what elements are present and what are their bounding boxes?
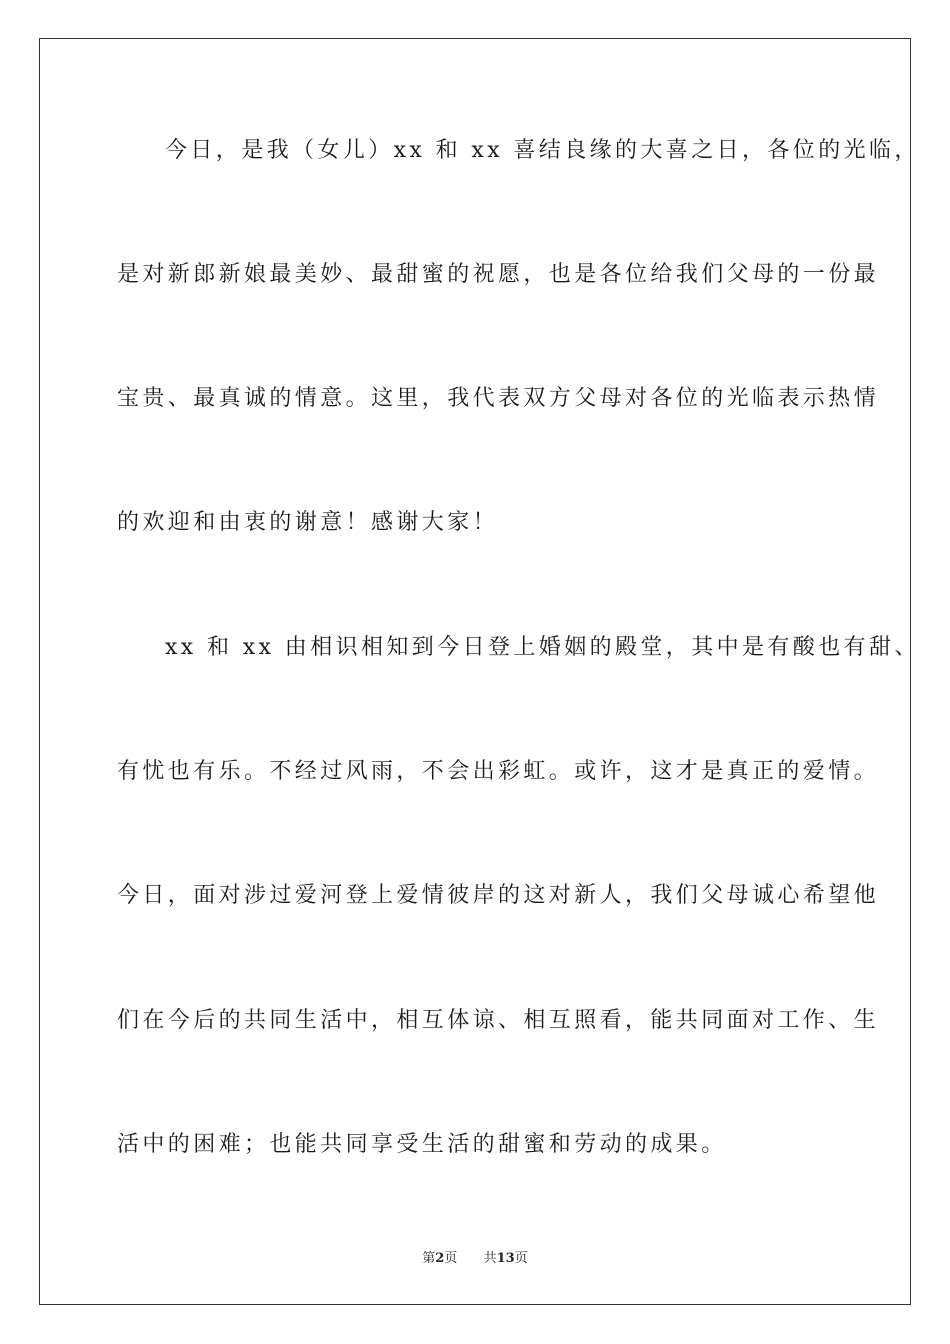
total-prefix: 共	[483, 1251, 497, 1266]
paragraph-1-line-3: 宝贵、最真诚的情意。这里，我代表双方父母对各位的光临表示热情	[117, 386, 880, 411]
paragraph-2-line-3: 今日，面对涉过爱河登上爱情彼岸的这对新人，我们父母诚心希望他	[117, 883, 880, 908]
paragraph-2-line-5: 活中的困难；也能共同享受生活的甜蜜和劳动的成果。	[117, 1132, 727, 1157]
page-prefix: 第	[422, 1251, 436, 1266]
paragraph-1-line-1: 今日，是我（女儿）xx 和 xx 喜结良缘的大喜之日，各位的光临，	[165, 138, 920, 163]
total-suffix: 页	[514, 1251, 528, 1266]
page-border	[39, 38, 911, 1305]
paragraph-2-line-1: xx 和 xx 由相识相知到今日登上婚姻的殿堂，其中是有酸也有甜、	[165, 635, 920, 660]
paragraph-1-line-4: 的欢迎和由衷的谢意！感谢大家！	[117, 510, 499, 535]
page-footer	[0, 1247, 950, 1266]
total-pages-label	[484, 1247, 528, 1266]
paragraph-1-line-2: 是对新郎新娘最美妙、最甜蜜的祝愿，也是各位给我们父母的一份最	[117, 262, 880, 287]
paragraph-2-line-2: 有忧也有乐。不经过风雨，不会出彩虹。或许，这才是真正的爱情。	[117, 759, 880, 784]
total-pages: 13	[496, 1251, 515, 1266]
page-number-label	[422, 1247, 457, 1266]
page-suffix: 页	[444, 1251, 458, 1266]
page-number: 2	[435, 1251, 445, 1266]
paragraph-2-line-4: 们在今后的共同生活中，相互体谅、相互照看，能共同面对工作、生	[117, 1008, 880, 1033]
